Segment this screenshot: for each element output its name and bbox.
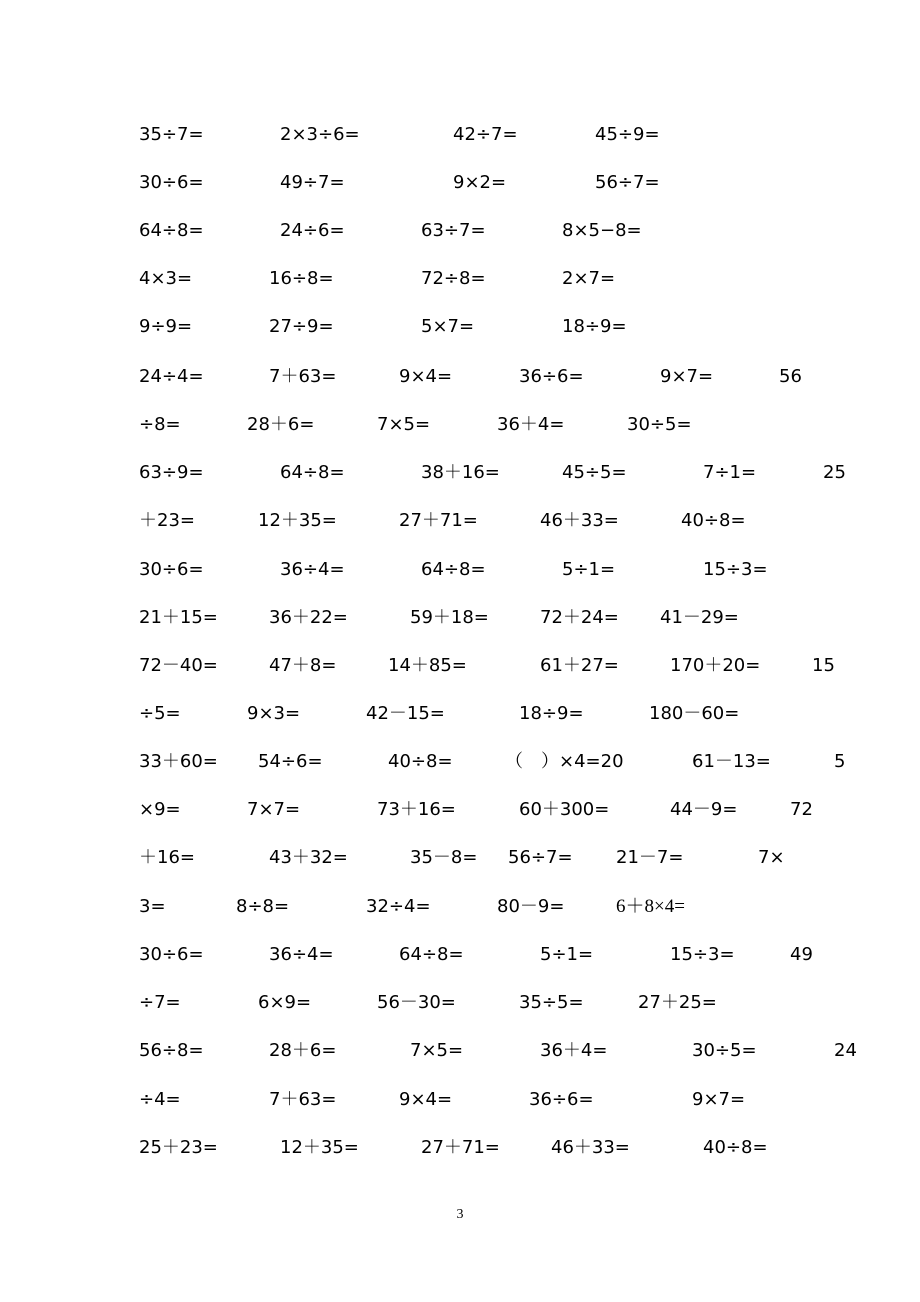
problem-row-17 xyxy=(0,892,920,922)
problem: 36÷6= xyxy=(529,1089,594,1110)
problem: 24÷6= xyxy=(280,220,345,241)
problem: 16÷8= xyxy=(269,268,334,289)
problem: ÷7= xyxy=(139,992,181,1013)
problem: 56÷7= xyxy=(595,172,660,193)
problem-row-2 xyxy=(0,168,920,198)
problem: 7×7= xyxy=(247,799,301,820)
problem: 9×4= xyxy=(399,1089,453,1110)
problem: 9×3= xyxy=(247,703,301,724)
page-number: 3 xyxy=(456,1207,464,1222)
problem: 56－30= xyxy=(377,992,456,1013)
problem: 15÷3= xyxy=(703,559,768,580)
problem: 36÷6= xyxy=(519,366,584,387)
problem: 28＋6= xyxy=(247,414,315,435)
problem: 12＋35= xyxy=(280,1137,359,1158)
problem: 45÷5= xyxy=(562,462,627,483)
problem: 73＋16= xyxy=(377,799,456,820)
problem-row-1 xyxy=(0,120,920,150)
problem: 63÷9= xyxy=(139,462,204,483)
problem: 56÷7= xyxy=(508,847,573,868)
problem: 5÷1= xyxy=(562,559,616,580)
problem-row-22 xyxy=(0,1133,920,1163)
problem-row-9 xyxy=(0,506,920,536)
problem: 15 xyxy=(812,655,835,676)
problem: 64÷8= xyxy=(421,559,486,580)
problem: 18÷9= xyxy=(562,316,627,337)
problem: 61＋27= xyxy=(540,655,619,676)
problem: 64÷8= xyxy=(399,944,464,965)
problem: 30÷5= xyxy=(627,414,692,435)
problem-row-5 xyxy=(0,312,920,342)
problem: 12＋35= xyxy=(258,510,337,531)
problem: 72÷8= xyxy=(421,268,486,289)
problem: 7＋63= xyxy=(269,366,337,387)
problem: 30÷6= xyxy=(139,172,204,193)
problem: 24 xyxy=(834,1040,857,1061)
problem: 36÷4= xyxy=(269,944,334,965)
problem: 9×2= xyxy=(453,172,507,193)
problem-row-6 xyxy=(0,362,920,392)
problem: 64÷8= xyxy=(280,462,345,483)
problem: 35－8= xyxy=(410,847,478,868)
problem: 9×4= xyxy=(399,366,453,387)
problem: 27÷9= xyxy=(269,316,334,337)
problem: 56 xyxy=(779,366,802,387)
problem: 21－7= xyxy=(616,847,684,868)
problem: 49÷7= xyxy=(280,172,345,193)
problem: 21＋15= xyxy=(139,607,218,628)
problem-row-21 xyxy=(0,1085,920,1115)
problem: ×9= xyxy=(139,799,181,820)
problem-row-8 xyxy=(0,458,920,488)
problem: 46＋33= xyxy=(540,510,619,531)
problem-row-14 xyxy=(0,747,920,777)
problem: 9×7= xyxy=(660,366,714,387)
problem-row-10 xyxy=(0,555,920,585)
problem: 30÷6= xyxy=(139,944,204,965)
problem: 8×5−8= xyxy=(562,220,642,241)
problem: 15÷3= xyxy=(670,944,735,965)
problem: 47＋8= xyxy=(269,655,337,676)
problem: 33＋60= xyxy=(139,751,218,772)
problem: 4×3= xyxy=(139,268,193,289)
problem: 27＋71= xyxy=(399,510,478,531)
problem: 25 xyxy=(823,462,846,483)
problem: 180－60= xyxy=(649,703,740,724)
problem: 7÷1= xyxy=(703,462,757,483)
problem: 9÷9= xyxy=(139,316,193,337)
problem: 56÷8= xyxy=(139,1040,204,1061)
problem: （ ）×4=20 xyxy=(505,751,624,772)
problem-row-7 xyxy=(0,410,920,440)
problem-row-12 xyxy=(0,651,920,681)
problem: ÷5= xyxy=(139,703,181,724)
problem: 38＋16= xyxy=(421,462,500,483)
problem-row-18 xyxy=(0,940,920,970)
problem: 43＋32= xyxy=(269,847,348,868)
problem: 64÷8= xyxy=(139,220,204,241)
problem: 54÷6= xyxy=(258,751,323,772)
problem: 35÷7= xyxy=(139,124,204,145)
problem: 7×5= xyxy=(410,1040,464,1061)
problem: 24÷4= xyxy=(139,366,204,387)
problem: 30÷5= xyxy=(692,1040,757,1061)
problem: 3= xyxy=(139,896,166,917)
problem: ＋16= xyxy=(139,847,195,868)
problem: 7×5= xyxy=(377,414,431,435)
problem: 7＋63= xyxy=(269,1089,337,1110)
problem-row-13 xyxy=(0,699,920,729)
problem: ÷8= xyxy=(139,414,181,435)
problem-row-4 xyxy=(0,264,920,294)
problem: 14＋85= xyxy=(388,655,467,676)
problem: 80－9= xyxy=(497,896,565,917)
problem: 2×3÷6= xyxy=(280,124,360,145)
problem: 9×7= xyxy=(692,1089,746,1110)
problem: 42－15= xyxy=(366,703,445,724)
problem: 5 xyxy=(834,751,846,772)
problem: 40÷8= xyxy=(703,1137,768,1158)
problem: 36÷4= xyxy=(280,559,345,580)
problem-row-20 xyxy=(0,1036,920,1066)
problem: 72－40= xyxy=(139,655,218,676)
problem: 7× xyxy=(758,847,785,868)
problem: 35÷5= xyxy=(519,992,584,1013)
problem: 40÷8= xyxy=(388,751,453,772)
problem: 27＋71= xyxy=(421,1137,500,1158)
problem: 63÷7= xyxy=(421,220,486,241)
problem: 6×9= xyxy=(258,992,312,1013)
problem: 28＋6= xyxy=(269,1040,337,1061)
problem: 45÷9= xyxy=(595,124,660,145)
problem: 72＋24= xyxy=(540,607,619,628)
problem: 8÷8= xyxy=(236,896,290,917)
problem-row-19 xyxy=(0,988,920,1018)
problem: 44－9= xyxy=(670,799,738,820)
problem: 5÷1= xyxy=(540,944,594,965)
problem: 60＋300= xyxy=(519,799,610,820)
problem: 36＋4= xyxy=(540,1040,608,1061)
problem: 36＋22= xyxy=(269,607,348,628)
problem: 59＋18= xyxy=(410,607,489,628)
problem: 27＋25= xyxy=(638,992,717,1013)
problem: 41－29= xyxy=(660,607,739,628)
problem: 5×7= xyxy=(421,316,475,337)
problem: 61－13= xyxy=(692,751,771,772)
problem: 18÷9= xyxy=(519,703,584,724)
problem: 42÷7= xyxy=(453,124,518,145)
problem: 72 xyxy=(790,799,813,820)
problem-row-15 xyxy=(0,795,920,825)
problem: 25＋23= xyxy=(139,1137,218,1158)
problem: 36＋4= xyxy=(497,414,565,435)
problem-row-3 xyxy=(0,216,920,246)
problem: 40÷8= xyxy=(681,510,746,531)
problem: 32÷4= xyxy=(366,896,431,917)
problem: 49 xyxy=(790,944,813,965)
problem-row-16 xyxy=(0,843,920,873)
problem: 46＋33= xyxy=(551,1137,630,1158)
problem-row-11 xyxy=(0,603,920,633)
problem: 170＋20= xyxy=(670,655,761,676)
problem: ÷4= xyxy=(139,1089,181,1110)
problem: 2×7= xyxy=(562,268,616,289)
problem: ＋23= xyxy=(139,510,195,531)
problem: 6＋8×4= xyxy=(616,896,685,917)
problem: 30÷6= xyxy=(139,559,204,580)
